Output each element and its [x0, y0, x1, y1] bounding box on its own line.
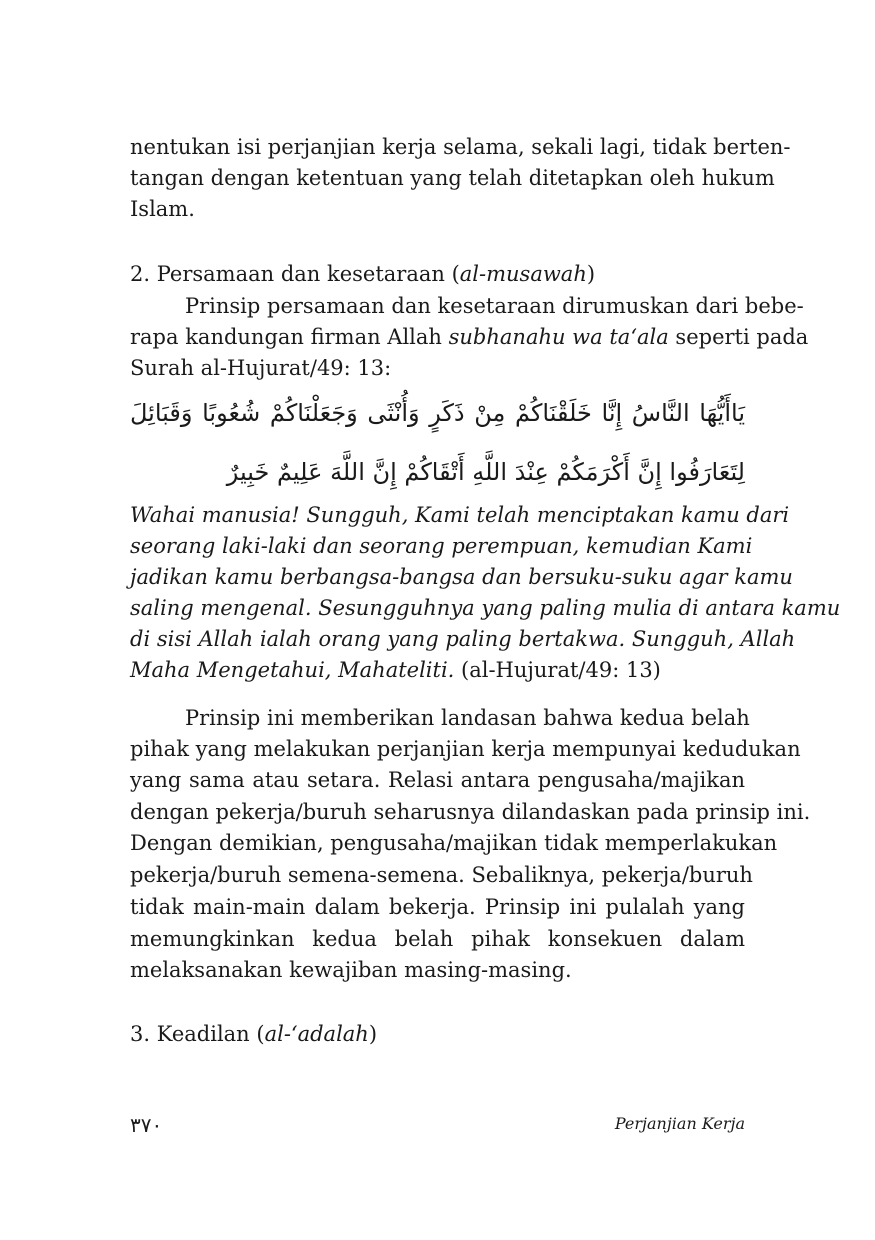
intro-line2-c: seperti pada — [668, 325, 809, 349]
body-line5: Dengan demikian, pengusaha/majikan tidak memperlakukan — [130, 831, 778, 855]
translation-line1: Wahai manusia! Sungguh, Kami telah menciptakan kamu dari — [130, 503, 790, 527]
intro-line2-a: rapa kandungan firman Allah — [130, 325, 449, 349]
arabic-verse-line2: لِتَعَارَفُوا إِنَّ أَكْرَمَكُمْ عِنْدَ اللَّهِ أَتْقَاكُمْ إِنَّ اللَّهَ عَلِيمٌ خَبِيرٌ — [226, 458, 745, 486]
page-number: ٣٧٠ — [130, 1113, 163, 1137]
arabic-verse-line1: يَاأَيُّهَا النَّاسُ إِنَّا خَلَقْنَاكُمْ مِنْ ذَكَرٍ وَأُنْثَى وَجَعَلْنَاكُمْ شُعُوبًا وَقَبَائِلَ — [130, 399, 745, 427]
section2-heading-term: al-musawah — [459, 262, 587, 286]
running-title: Perjanjian Kerja — [614, 1114, 745, 1133]
section3-heading-prefix: 3. Keadilan ( — [130, 1022, 265, 1046]
section2-heading-prefix: 2. Persamaan dan kesetaraan ( — [130, 262, 460, 286]
translation-line6 — [130, 655, 745, 686]
body-line8: memungkinkan kedua belah pihak konsekuen dalam — [130, 927, 745, 951]
translation-line4: saling mengenal. Sesungguhnya yang paling mulia di antara kamu — [130, 596, 841, 620]
body-line1: Prinsip ini memberikan landasan bahwa kedua belah — [185, 706, 750, 730]
section3-heading-suffix: ) — [368, 1022, 378, 1046]
translation-line5: di sisi Allah ialah orang yang paling bertakwa. Sungguh, Allah — [130, 627, 796, 651]
body-line4: dengan pekerja/buruh seharusnya dilandaskan pada prinsip ini. — [130, 800, 811, 824]
intro-line2-b: subhanahu wa ta‘ala — [448, 325, 669, 349]
section3-heading — [130, 1019, 745, 1050]
body-line2: pihak yang melakukan perjanjian kerja mempunyai kedudukan — [130, 737, 801, 761]
translation-line3: jadikan kamu berbangsa-bangsa dan bersuku-suku agar kamu — [130, 565, 793, 589]
para1-line3: Islam. — [130, 197, 195, 221]
translation-line2: seorang laki-laki dan seorang perempuan, kemudian Kami — [130, 534, 753, 558]
para1-line2: tangan dengan ketentuan yang telah ditetapkan oleh hukum — [130, 166, 775, 190]
section2-heading — [130, 259, 745, 290]
para1-line1: nentukan isi perjanjian kerja selama, sekali lagi, tidak berten- — [130, 135, 791, 159]
body-line3: yang sama atau setara. Relasi antara pengusaha/majikan — [130, 768, 745, 792]
section2-intro-line1: Prinsip persamaan dan kesetaraan dirumuskan dari bebe- — [185, 294, 804, 318]
body-line7: tidak main-main dalam bekerja. Prinsip ini pulalah yang — [130, 895, 745, 919]
section2-heading-suffix: ) — [586, 262, 596, 286]
body-line9: melaksanakan kewajiban masing-masing. — [130, 958, 572, 982]
translation-reference: (al-Hujurat/49: 13) — [454, 658, 661, 682]
section2-intro-line2 — [130, 322, 809, 353]
body-line6: pekerja/buruh semena-semena. Sebaliknya, pekerja/buruh — [130, 863, 753, 887]
translation-last-italic: Maha Mengetahui, Mahateliti. — [130, 658, 455, 682]
book-page — [130, 0, 841, 1240]
section3-heading-term: al-‘adalah — [264, 1022, 369, 1046]
section2-intro-line3: Surah al-Hujurat/49: 13: — [130, 356, 392, 380]
